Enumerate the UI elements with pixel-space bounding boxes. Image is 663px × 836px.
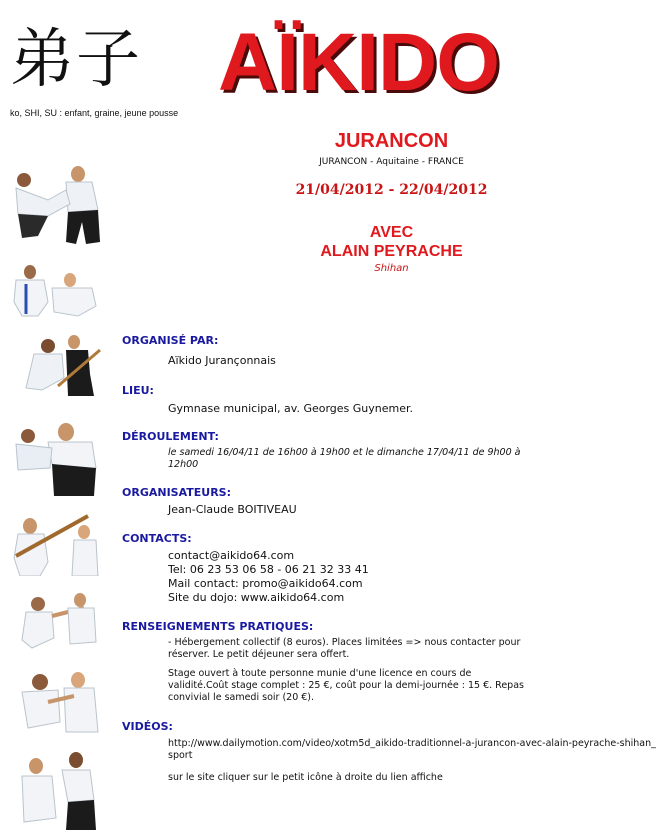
contact-email[interactable]: contact@aikido64.com: [168, 549, 295, 562]
practical-info-heading: RENSEIGNEMENTS PRATIQUES:: [122, 620, 314, 633]
kids-bokken-photo: [8, 330, 104, 402]
kids-grab-photo: [8, 666, 104, 736]
video-link[interactable]: http://www.dailymotion.com/video/xotm5d_aikido-traditionnel-a-jurancon-avec-alain-peyrache-shihan_sport: [168, 738, 656, 761]
video-note: sur le site cliquer sur le petit icône à droite du lien affiche: [168, 772, 443, 783]
practical-info-accommodation: - Hébergement collectif (8 euros). Places limitées => nous contacter pour réserver. Le petit déjeuner sera offert.: [168, 637, 521, 660]
kanji-logo: 弟子: [10, 23, 142, 97]
event-with: AVEC: [369, 224, 414, 241]
kids-hold-photo: [8, 262, 104, 320]
venue-heading: LIEU:: [122, 384, 154, 397]
contacts-list: [168, 549, 369, 605]
event-region: JURANCON - Aquitaine - FRANCE: [319, 157, 464, 167]
aikido-logo: AÏKIDO: [218, 17, 499, 108]
organised-by-heading: ORGANISÉ PAR:: [122, 334, 219, 347]
event-teacher: ALAIN PEYRACHE: [320, 243, 463, 260]
kids-throw-photo: [8, 160, 104, 246]
organisers-heading: ORGANISATEURS:: [122, 486, 231, 499]
contacts-heading: CONTACTS:: [122, 532, 192, 545]
contact-site[interactable]: Site du dojo: www.aikido64.com: [168, 591, 345, 604]
schedule-heading: DÉROULEMENT:: [122, 430, 219, 443]
venue-text: Gymnase municipal, av. Georges Guynemer.: [168, 402, 414, 415]
organised-by-text: Aïkido Jurançonnais: [168, 354, 276, 367]
event-dates: 21/04/2012 - 22/04/2012: [295, 182, 488, 198]
practical-info-fees: Stage ouvert à toute personne munie d'une licence en cours de validité.Coût stage complet : 25 €, coût pour la demi-journée : 15 €. Repas convivial le samedi soir (20 €).: [168, 668, 524, 703]
teacher-rank: Shihan: [374, 263, 409, 274]
videos-heading: VIDÉOS:: [122, 720, 173, 733]
contact-mail[interactable]: Mail contact: promo@aikido64.com: [168, 577, 363, 590]
kanji-caption: ko, SHI, SU : enfant, graine, jeune pousse: [10, 108, 179, 118]
schedule-text: le samedi 16/04/11 de 16h00 à 19h00 et le dimanche 17/04/11 de 9h00 à 12h00: [168, 447, 521, 470]
event-city: JURANCON: [334, 130, 449, 152]
contact-phone: Tel: 06 23 53 06 58 - 06 21 32 33 41: [168, 563, 369, 576]
kids-pin-photo: [8, 412, 104, 498]
kids-strike-photo: [8, 590, 104, 650]
organisers-text: Jean-Claude BOITIVEAU: [168, 503, 297, 516]
kids-bow-photo: [8, 748, 104, 830]
kids-jo-photo: [8, 512, 104, 576]
